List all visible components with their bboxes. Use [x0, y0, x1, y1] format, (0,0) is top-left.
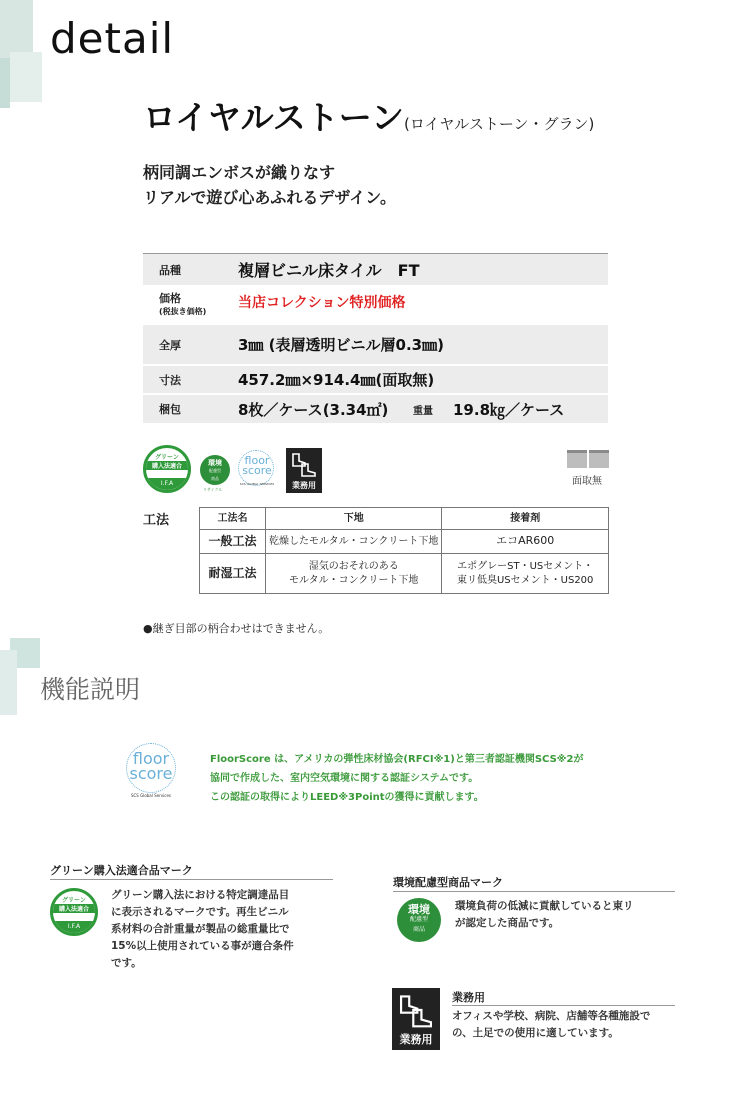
method-header-row — [200, 508, 609, 530]
green-desc-line: 系材料の合計重量が製品の総重量比で — [111, 923, 290, 935]
price-label: 価格 — [159, 292, 181, 305]
tagline-line-1: 柄同調エンボスが織りなす — [143, 163, 336, 182]
biz-section-rule — [452, 1005, 675, 1006]
spec-value-type: 複層ビニル床タイル FT — [238, 261, 420, 280]
green-purchase-badge — [143, 445, 191, 493]
product-name — [143, 92, 594, 139]
spec-row-size — [143, 366, 608, 393]
spec-label-pack: 梱包 — [159, 403, 181, 416]
method-row-adhesive-line: エポグレーST・USセメント・ — [457, 561, 594, 572]
spec-row-pack — [143, 395, 608, 423]
spec-row-thickness — [143, 325, 608, 364]
spec-label-size: 寸法 — [159, 373, 181, 387]
spec-value-thickness: 3㎜ (表層透明ビニル層0.3㎜) — [238, 336, 444, 354]
green-section-rule — [50, 879, 333, 880]
floorscore-badge — [234, 450, 280, 494]
note: ●継ぎ目部の柄合わせはできません。 — [143, 622, 330, 635]
spec-label-type: 品種 — [159, 263, 181, 277]
biz-description — [452, 1008, 650, 1042]
spec-label-thickness: 全厚 — [159, 338, 181, 352]
bevel-tile-right — [589, 450, 609, 468]
business-use-badge-large — [392, 988, 440, 1050]
floorscore-logo-cert: SCS Global Services — [130, 793, 172, 798]
eco-section-rule — [393, 891, 675, 892]
biz-desc-line: オフィスや学校、病院、店舗等各種施設で — [452, 1010, 651, 1022]
method-row-base: 乾燥したモルタル・コンクリート下地 — [266, 530, 442, 554]
decor-square — [0, 58, 10, 108]
eco-badge-2: 配慮型 — [409, 916, 428, 923]
decor-square — [0, 650, 17, 715]
eco-section-title: 環境配慮型商品マーク — [393, 876, 503, 889]
method-row-adhesive: エコAR600 — [442, 530, 609, 554]
method-row-name: 耐湿工法 — [200, 554, 266, 594]
product-tagline — [143, 160, 396, 210]
green-badge-bottom: I.F.A — [146, 478, 188, 490]
product-name-main: ロイヤルストーン — [143, 98, 405, 137]
green-desc-line: に表示されるマークです。再生ビニル — [111, 906, 289, 918]
method-row-adhesive-line: 東リ低臭USセメント・US200 — [456, 574, 594, 586]
bevel-caption: 面取無 — [572, 476, 602, 487]
business-use-badge — [286, 448, 322, 493]
green-badge-mid: 購入法適合 — [146, 461, 188, 470]
biz-desc-line: の、土足での使用に適しています。 — [452, 1027, 619, 1039]
spec-row-type — [143, 254, 608, 285]
eco-badge-1: 環境 — [408, 903, 430, 916]
green-desc-line: です。 — [111, 957, 142, 969]
eco-badge-2: 配慮型 — [209, 468, 221, 473]
method-row — [200, 554, 609, 594]
floorscore-line: 協同で作成した、室内空気環境に関する認証システムです。 — [210, 773, 479, 784]
method-row — [200, 530, 609, 554]
eco-badge-large — [397, 898, 441, 942]
business-badge-label: 業務用 — [399, 1033, 433, 1046]
bevel-illustration — [567, 450, 609, 468]
page-title: detail — [50, 14, 175, 63]
features-title: 機能説明 — [40, 675, 141, 704]
floorscore-logo — [120, 743, 182, 809]
green-desc-line: 15%以上使用されている事が適合条件 — [111, 940, 294, 952]
green-purchase-badge-large — [50, 888, 98, 936]
green-badge-top: グリーン — [155, 454, 179, 461]
floorscore-floor: floor — [244, 454, 270, 467]
green-section-title: グリーン購入法適合品マーク — [50, 864, 193, 877]
green-badge-top: グリーン — [62, 897, 86, 904]
spec-value-size: 457.2㎜×914.4㎜(面取無) — [238, 371, 435, 389]
decor-square — [0, 0, 33, 58]
shoe-icon — [395, 991, 437, 1029]
floorscore-score: score — [242, 464, 272, 477]
price-sublabel: (税抜き価格) — [159, 307, 207, 316]
eco-desc-line: が認定した商品です。 — [455, 917, 560, 929]
method-row-adhesive — [442, 554, 609, 594]
method-row-base-line: 湿気のおそれのある — [308, 561, 399, 572]
tagline-line-2: リアルで遊び心あふれるデザイン。 — [143, 188, 396, 207]
eco-badge-sub: リサイクル — [203, 487, 223, 492]
eco-badge-3: 商品 — [211, 476, 219, 481]
eco-desc-line: 環境負荷の低減に貢献していると東リ — [455, 900, 634, 912]
method-row-base — [266, 554, 442, 594]
business-badge-label: 業務用 — [292, 481, 316, 490]
floorscore-logo-floor: floor — [132, 749, 170, 768]
spec-value-pack: 8枚／ケース(3.34㎡) — [238, 400, 389, 419]
spec-value-price: 当店コレクション特別価格 — [238, 295, 406, 311]
eco-badge-3: 商品 — [412, 926, 425, 933]
product-variant: (ロイヤルストーン・グラン) — [404, 115, 595, 133]
floorscore-line: この認証の取得によりLEED※3Pointの獲得に貢献します。 — [210, 792, 484, 803]
green-desc-line: グリーン購入法における特定調達品目 — [111, 889, 290, 901]
floorscore-scs: SCS GLOBAL SERVICES — [239, 482, 275, 486]
eco-badge — [200, 455, 230, 485]
eco-badge-1: 環境 — [208, 459, 222, 467]
green-badge-bottom: I.F.A — [53, 921, 95, 933]
biz-section-title: 業務用 — [452, 991, 485, 1004]
spec-label-price — [143, 292, 238, 318]
green-badge-mid: 購入法適合 — [53, 904, 95, 913]
method-table — [199, 507, 609, 594]
green-description — [111, 887, 294, 972]
shoe-icon — [289, 450, 319, 478]
eco-description — [455, 898, 634, 932]
method-header-name: 工法名 — [200, 508, 266, 530]
spec-label-weight: 重量 — [413, 405, 433, 417]
floorscore-line: FloorScore は、アメリカの弾性床材協会(RFCI※1)と第三者認証機関SCS※2が — [210, 754, 584, 765]
floorscore-logo-score: score — [129, 764, 173, 783]
bevel-tile-left — [567, 450, 587, 468]
method-row-base-line: モルタル・コンクリート下地 — [289, 574, 419, 586]
floorscore-description — [210, 750, 583, 807]
spec-row-price — [143, 287, 608, 323]
method-header-adhesive: 接着剤 — [442, 508, 609, 530]
method-label: 工法 — [143, 513, 170, 528]
decor-square — [10, 52, 42, 102]
spec-value-weight: 19.8㎏／ケース — [453, 400, 565, 419]
method-header-base: 下地 — [266, 508, 442, 530]
method-row-name: 一般工法 — [200, 530, 266, 554]
